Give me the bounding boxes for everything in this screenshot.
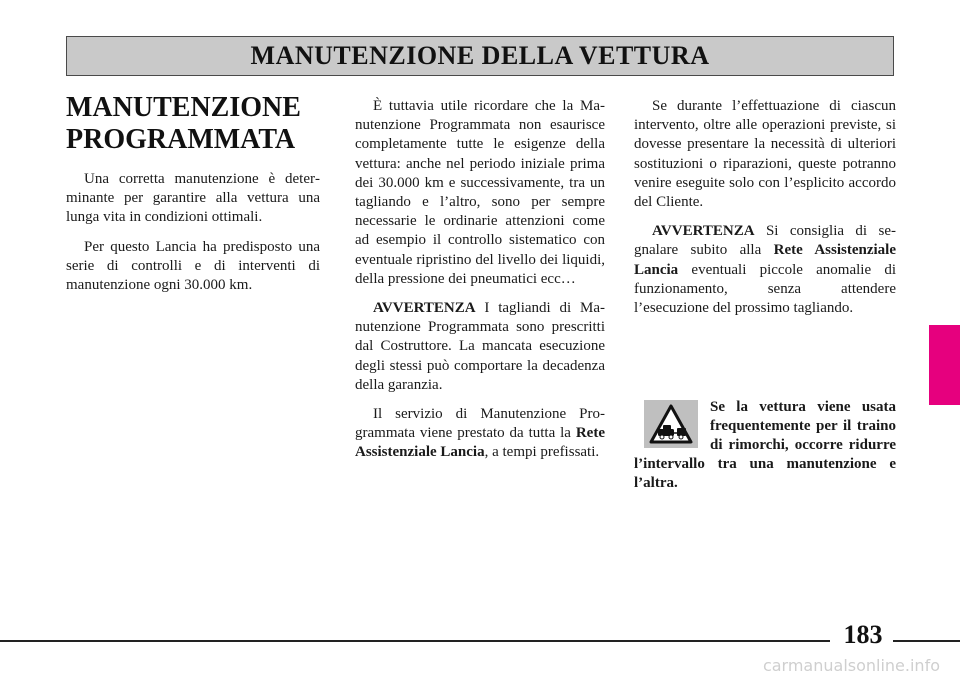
- col2-paragraph-3: [355, 405, 605, 463]
- col1-paragraph-1: Una corretta manutenzione è determinante per garantire alla vettura una lunga vita in condizioni ottimali.: [66, 171, 320, 226]
- section-title: [66, 92, 320, 156]
- watermark: carmanualsonline.info: [762, 656, 940, 675]
- trailer-warning-text: Se la vettura viene usata frequentemente per il traino di rimorchi, occorre ridurre l’intervallo tra una manutenzione e l’altra.: [634, 399, 896, 491]
- col2-paragraph-1: È tuttavia utile ricordare che la Manutenzione Programmata non esaurisce completamente tutte le esigenze della vettura: anche nel periodo iniziale prima dei 30.000 km e successivamente, tra un tagliando e l’altro, sono per sempre necessarie le ordinarie attenzioni come ad esempio il controllo sistematico con eventuale ripristino del livello dei liquidi, della pressione dei pneumatici ecc…: [355, 98, 605, 287]
- col3-paragraph-2-text-a: Si consiglia di segnalare subito alla: [634, 223, 896, 259]
- col3-paragraph-2-text-b: eventuali piccole anomalie di funzionamento, senza attendere l’esecuzione del prossimo tagliando.: [634, 261, 896, 317]
- col2-paragraph-2: [355, 299, 605, 395]
- col1-paragraph-2: Per questo Lancia ha predisposto una serie di controlli e di interventi di manutenzione ogni 30.000 km.: [66, 238, 320, 294]
- rete-assistenziale-text-2: Rete Assistenziale Lancia: [634, 242, 896, 278]
- column-1: [66, 92, 320, 305]
- rete-assistenziale-text: Rete Assistenziale Lancia: [355, 425, 605, 461]
- col3-paragraph-2: [634, 222, 896, 318]
- col2-paragraph-2-text: I tagliandi di Manutenzione Programmata sono prescritti dal Costruttore. La mancata esecuzione degli stessi può comportare la decadenza della garanzia.: [355, 300, 605, 393]
- section-tab-marker: [929, 325, 960, 405]
- avvertenza-label: AVVERTENZA: [373, 300, 476, 317]
- column-3: [634, 97, 896, 328]
- page-header-title: MANUTENZIONE DELLA VETTURA: [250, 41, 710, 70]
- footer-rule-right: [893, 640, 960, 642]
- footer-rule-left: [0, 640, 830, 642]
- col2-paragraph-3-text-b: , a tempi prefissati.: [484, 444, 600, 461]
- page-number: 183: [843, 620, 883, 649]
- trailer-warning-icon: [644, 400, 698, 448]
- header-band: [66, 36, 894, 76]
- section-title-line2: PROGRAMMATA: [66, 124, 296, 155]
- column-2: [355, 97, 605, 473]
- trailer-warning-block: [634, 398, 896, 493]
- col3-paragraph-1: Se durante l’effettuazione di ciascun intervento, oltre alle operazioni previste, si dovesse presentare la necessità di ulteriori sostituzioni o riparazioni, queste potranno venire eseguite solo con l’esplicito accordo del Cliente.: [634, 98, 896, 211]
- col2-paragraph-3-text-a: Il servizio di Manutenzione Programmata viene prestato da tutta la: [355, 406, 605, 442]
- section-title-line1: MANUTENZIONE: [66, 92, 301, 123]
- avvertenza-label-2: AVVERTENZA: [652, 223, 755, 240]
